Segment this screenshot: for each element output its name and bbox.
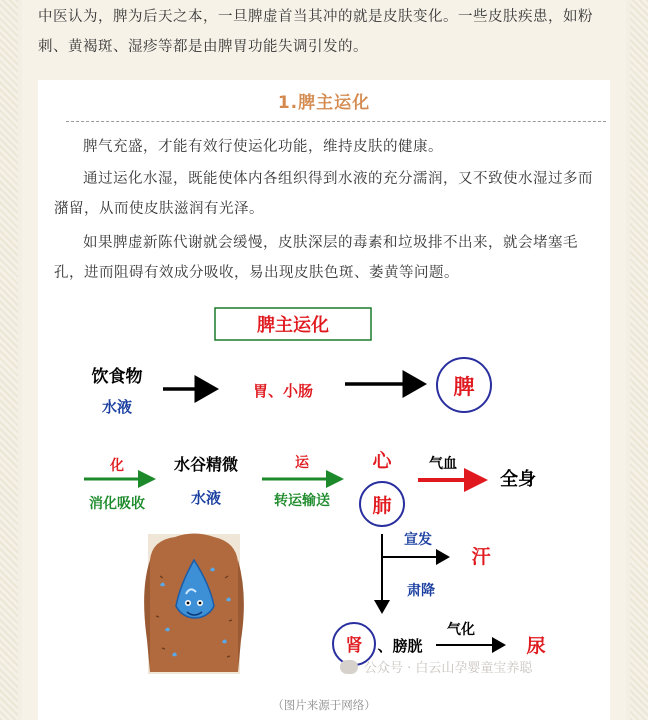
paragraph-1: 脾气充盛，才能有效行使运化功能，维持皮肤的健康。 bbox=[83, 139, 443, 155]
watermark bbox=[340, 657, 532, 676]
qi-blood-label: 气血 bbox=[429, 456, 457, 472]
wechat-icon bbox=[340, 660, 358, 674]
intro-paragraph: 中医认为，脾为后天之本，一旦脾虚首当其冲的就是皮肤变化。一些皮肤疾患，如粉刺、黄褐斑、湿疹等都是由脾胃功能失调引发的。 bbox=[38, 9, 593, 55]
section-title: 1.脾主运化 bbox=[277, 93, 371, 113]
whole-body-label: 全身 bbox=[500, 469, 536, 490]
heart-label: 心 bbox=[372, 450, 392, 472]
sweat-label: 汗 bbox=[471, 546, 491, 568]
water-label-2: 水液 bbox=[190, 489, 222, 507]
watermark-text: 公众号 · 白云山孕婴童宝养聪 bbox=[364, 661, 533, 676]
image-caption: （图片来源于网络） bbox=[272, 698, 376, 712]
urine-label: 尿 bbox=[526, 635, 546, 657]
sujiang-label: 肃降 bbox=[407, 583, 435, 599]
water-label-1: 水液 bbox=[101, 398, 133, 416]
paragraph-2: 通过运化水湿，既能使体内各组织得到水液的充分濡润，又不致使水湿过多而潴留，从而使皮肤滋润有光泽。 bbox=[54, 171, 593, 217]
transport-label: 转运输送 bbox=[274, 493, 330, 509]
bladder-label: 、膀胱 bbox=[377, 637, 423, 655]
digest-label: 消化吸收 bbox=[89, 496, 145, 512]
kidney-label: 肾 bbox=[345, 636, 363, 656]
qihua-label: 气化 bbox=[447, 622, 475, 638]
food-label: 饮食物 bbox=[91, 367, 143, 387]
hua-label: 化 bbox=[110, 458, 124, 474]
lung-label: 肺 bbox=[372, 495, 392, 517]
stomach-label: 胃、小肠 bbox=[252, 382, 314, 400]
xuanfa-label: 宣发 bbox=[404, 532, 432, 548]
body-water-illustration bbox=[144, 534, 244, 675]
paragraph-3: 如果脾虚新陈代谢就会缓慢，皮肤深层的毒素和垃圾排不出来，就会堵塞毛孔，进而阻碍有效成分吸收，易出现皮肤色斑、萎黄等问题。 bbox=[54, 235, 578, 281]
essence-label: 水谷精微 bbox=[173, 455, 239, 474]
spleen-label: 脾 bbox=[453, 375, 475, 399]
diagram-title: 脾主运化 bbox=[257, 315, 329, 336]
yun-label: 运 bbox=[295, 455, 309, 471]
